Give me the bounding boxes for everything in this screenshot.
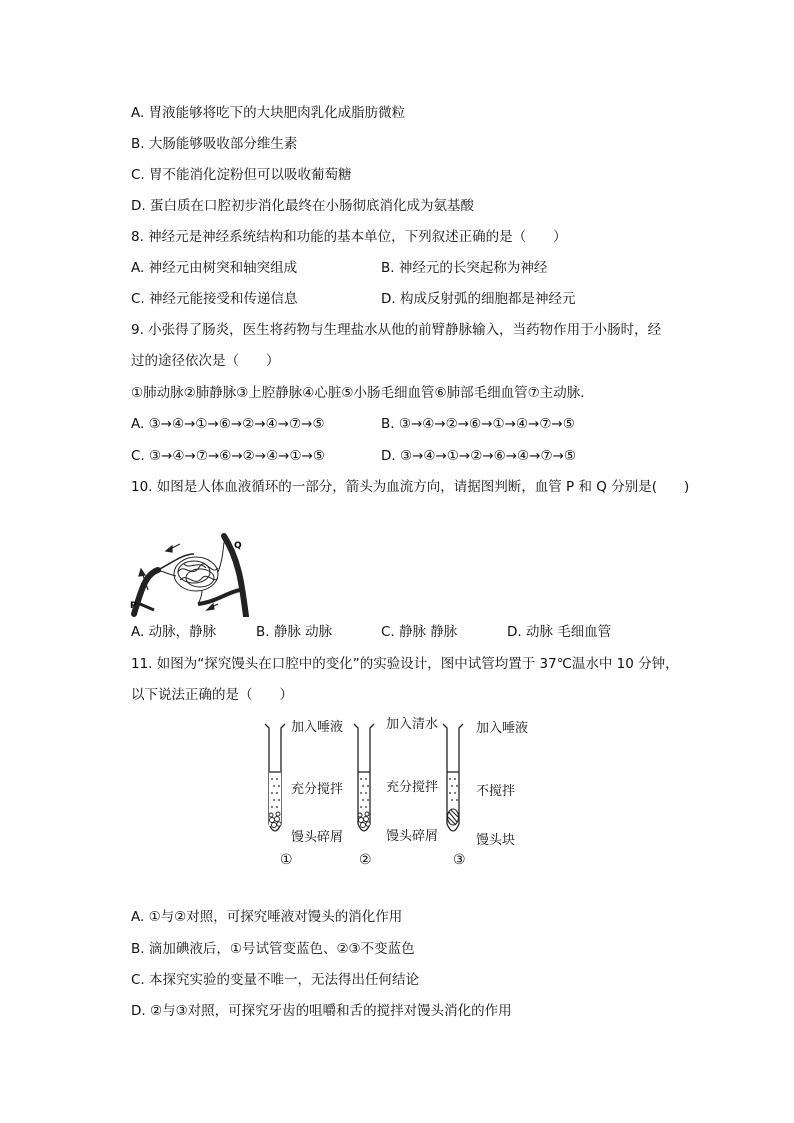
q9-stem-line1: 9. 小张得了肠炎，医生将药物与生理盐水从他的前臂静脉输入，当药物作用于小肠时，经: [131, 322, 662, 338]
q9-item-list: ①肺动脉②肺静脉③上腔静脉④心脏⑤小肠毛细血管⑥肺部毛细血管⑦主动脉．: [131, 385, 594, 401]
q11-stem-line2: 以下说法正确的是（ ）: [131, 687, 293, 703]
q8-stem: 8. 神经元是神经系统结构和功能的基本单位，下列叙述正确的是（ ）: [131, 229, 567, 245]
q7-option-d: D. 蛋白质在口腔初步消化最终在小肠彻底消化成为氨基酸: [131, 198, 474, 214]
tube1-label-mid: 充分搅拌: [291, 782, 344, 797]
q11-option-d: D. ②与③对照，可探究牙齿的咀嚼和舌的搅拌对馒头消化的作用: [131, 1003, 512, 1019]
q8-option-d: D. 构成反射弧的细胞都是神经元: [381, 291, 576, 307]
q8-option-b: B. 神经元的长突起称为神经: [381, 260, 548, 276]
q11-option-c: C. 本探究实验的变量不唯一，无法得出任何结论: [131, 972, 420, 988]
q10-option-b: B. 静脉 动脉: [256, 624, 333, 640]
q9-option-a: A. ③→④→①→⑥→②→④→⑦→⑤: [131, 416, 325, 432]
tube2-label-top: 加入清水: [386, 717, 439, 732]
q7-option-c: C. 胃不能消化淀粉但可以吸收葡萄糖: [131, 167, 352, 183]
q9-option-b: B. ③→④→②→⑥→①→④→⑦→⑤: [381, 416, 575, 432]
test-tube-1: [265, 724, 285, 831]
q8-option-a: A. 神经元由树突和轴突组成: [131, 260, 298, 276]
q11-option-a: A. ①与②对照，可探究唾液对馒头的消化作用: [131, 909, 403, 925]
q10-option-c: C. 静脉 静脉: [381, 624, 458, 640]
q10-stem: 10. 如图是人体血液循环的一部分，箭头为血流方向，请据图判断，血管 P 和 Q 分别是( ): [131, 479, 690, 495]
tube1-label-top: 加入唾液: [291, 720, 344, 735]
test-tube-2: [354, 724, 374, 831]
tube2-label-bottom: 馒头碎屑: [386, 829, 439, 844]
q9-stem-line2: 过的途径依次是（ ）: [131, 353, 280, 369]
tube3-label-bottom: 馒头块: [476, 833, 516, 848]
q7-option-a: A. 胃液能够将吃下的大块肥肉乳化成脂肪微粒: [131, 105, 406, 121]
q11-stem-line1: 11. 如图为“探究馒头在口腔中的变化”的实验设计，图中试管均置于 37℃温水中 10 分钟，: [131, 656, 679, 672]
tube1-number: ①: [280, 852, 293, 868]
q7-option-b: B. 大肠能够吸收部分维生素: [131, 136, 298, 152]
q11-option-b: B. 滴加碘液后，①号试管变蓝色、②③不变蓝色: [131, 941, 415, 957]
fig-label-p: P: [130, 601, 137, 611]
tube3-label-top: 加入唾液: [476, 721, 529, 736]
q9-option-c: C. ③→④→⑦→⑥→②→④→①→⑤: [131, 448, 326, 464]
tube2-number: ②: [359, 852, 372, 868]
q8-option-c: C. 神经元能接受和传递信息: [131, 291, 298, 307]
test-tubes-figure: [255, 716, 485, 841]
fig-label-q: Q: [234, 541, 242, 551]
q9-option-d: D. ③→④→①→②→⑥→④→⑦→⑤: [381, 448, 576, 464]
blood-vessel-figure: [128, 532, 268, 617]
tube1-label-bottom: 馒头碎屑: [291, 830, 344, 845]
q10-option-a: A. 动脉，静脉: [131, 624, 217, 640]
tube2-label-mid: 充分搅拌: [386, 780, 439, 795]
q10-option-d: D. 动脉 毛细血管: [507, 624, 612, 640]
tube3-number: ③: [453, 852, 466, 868]
tube3-label-mid: 不搅拌: [476, 784, 516, 799]
